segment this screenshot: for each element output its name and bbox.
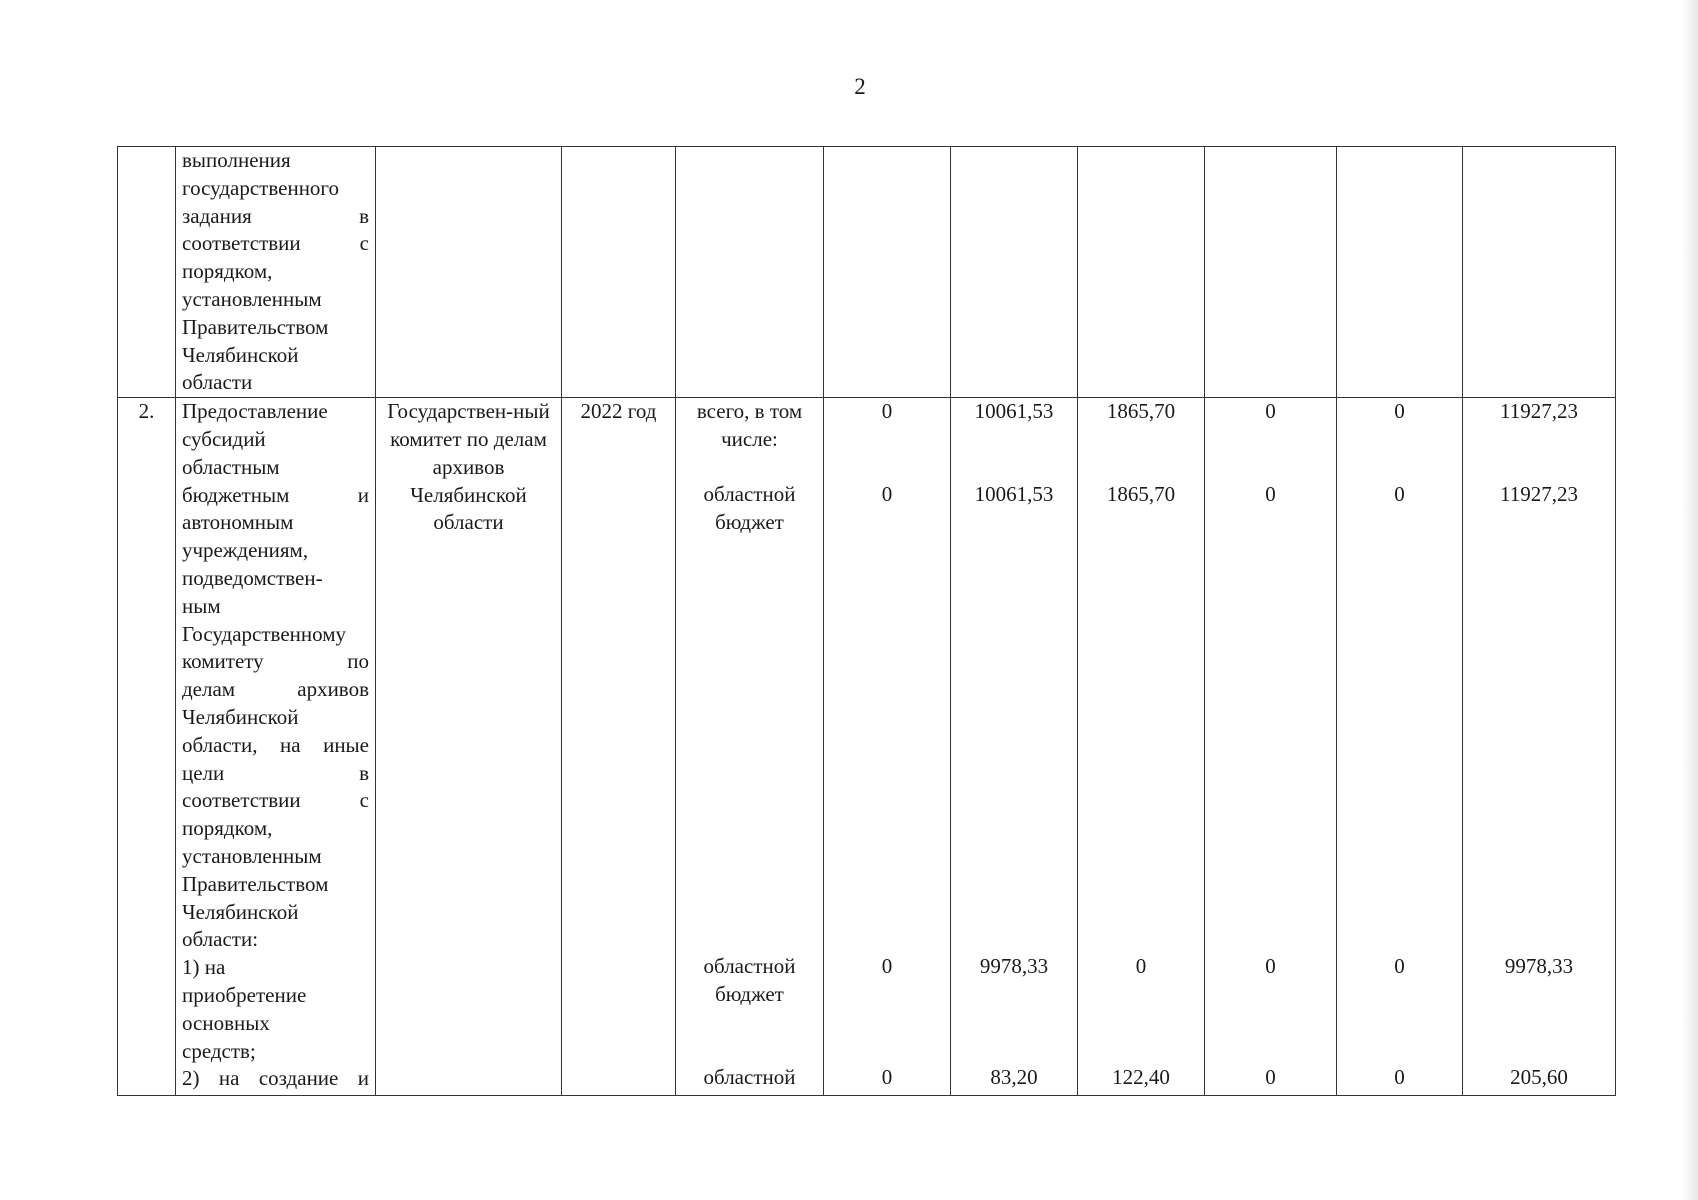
source-label: областной бюджет [703,954,796,1006]
name-line: соответствии с [182,788,369,813]
value: 0 [1394,954,1405,979]
name-line: области [182,370,253,395]
value: 0 [1394,1065,1405,1090]
cell-source [676,147,824,398]
cell-activity-name [176,147,376,398]
name-line: Правительством [182,871,329,896]
cell-value-5 [1337,398,1463,1096]
cell-executor [376,147,562,398]
source-label: областной [703,1065,796,1090]
name-line: основных [182,1010,270,1035]
name-line: Челябинской [182,342,299,367]
name-line: Предоставление [182,399,328,424]
name-line: выполнения [182,148,291,172]
table-row-continuation [118,147,1616,398]
cell-value [824,147,951,398]
name-line: приобретение [182,982,307,1007]
value: 0 [881,1065,893,1090]
name-line: области: [182,927,259,952]
total-value: 205,60 [1510,1065,1568,1090]
name-line: 2) на создание и [182,1066,369,1091]
name-line: учреждениям, [182,538,309,563]
source-label: областной бюджет [703,482,796,534]
name-line: комитету по [182,649,369,674]
name-line: ным [182,593,221,618]
cell-value [1078,147,1205,398]
value: 83,20 [990,1065,1038,1090]
cell-num [118,147,176,398]
value: 9978,33 [979,954,1049,979]
cell-total [1463,147,1616,398]
scan-edge-shadow [1682,0,1698,1200]
value: 0 [1394,399,1405,424]
cell-source [676,398,824,1096]
budget-table [117,146,1616,1096]
value: 122,40 [1112,1065,1170,1090]
value: 0 [1265,399,1276,424]
name-line: Правительством [182,314,329,339]
value: 10061,53 [974,399,1054,424]
value: 0 [881,954,893,979]
name-line: областным [182,454,280,479]
name-line: государственного [182,175,340,200]
cell-period [562,147,676,398]
total-value: 9978,33 [1504,954,1574,979]
cell-value [1205,147,1337,398]
value: 1865,70 [1106,399,1176,424]
value: 0 [1265,1065,1276,1090]
name-line: порядком, [182,259,273,284]
value: 0 [881,482,893,507]
cell-value-2 [951,398,1078,1096]
name-line: соответствии с [182,231,369,256]
name-line: Челябинской [182,704,299,729]
cell-activity-name [176,398,376,1096]
name-line: автономным [182,510,294,535]
name-line: бюджетным и [182,482,369,507]
cell-value [1337,147,1463,398]
name-line: области, на иные [182,732,369,757]
name-line: Челябинской [182,899,299,924]
table-row-2 [118,398,1616,1096]
page-number: 2 [854,74,866,99]
value: 0 [881,399,893,424]
name-line: подведомствен- [182,565,323,590]
cell-value-1 [824,398,951,1096]
value: 1865,70 [1106,482,1176,507]
name-line: задания в [182,203,369,228]
name-line: 1) на [182,955,226,980]
value: 0 [1394,482,1405,507]
value: 0 [1265,954,1276,979]
total-value: 11927,23 [1500,482,1578,507]
name-line: делам архивов [182,677,369,702]
cell-value-3 [1078,398,1205,1096]
name-line: цели в [182,760,369,785]
name-line: субсидий [182,426,266,451]
cell-period: 2022 год [562,398,676,1096]
name-line: Государственному [182,621,347,646]
cell-value-4 [1205,398,1337,1096]
total-value: 11927,23 [1500,399,1578,424]
cell-num: 2. [118,398,176,1096]
value: 10061,53 [974,482,1054,507]
value: 0 [1265,482,1276,507]
source-label: всего, в том числе: [696,399,803,451]
cell-value [951,147,1078,398]
cell-total [1463,398,1616,1096]
value: 0 [1135,954,1147,979]
name-line: порядком, [182,816,273,841]
name-line: средств; [182,1038,256,1063]
name-line: установленным [182,843,322,868]
cell-executor: Государствен-ный комитет по делам архивов Челябинской области [376,398,562,1096]
name-line: установленным [182,286,322,311]
